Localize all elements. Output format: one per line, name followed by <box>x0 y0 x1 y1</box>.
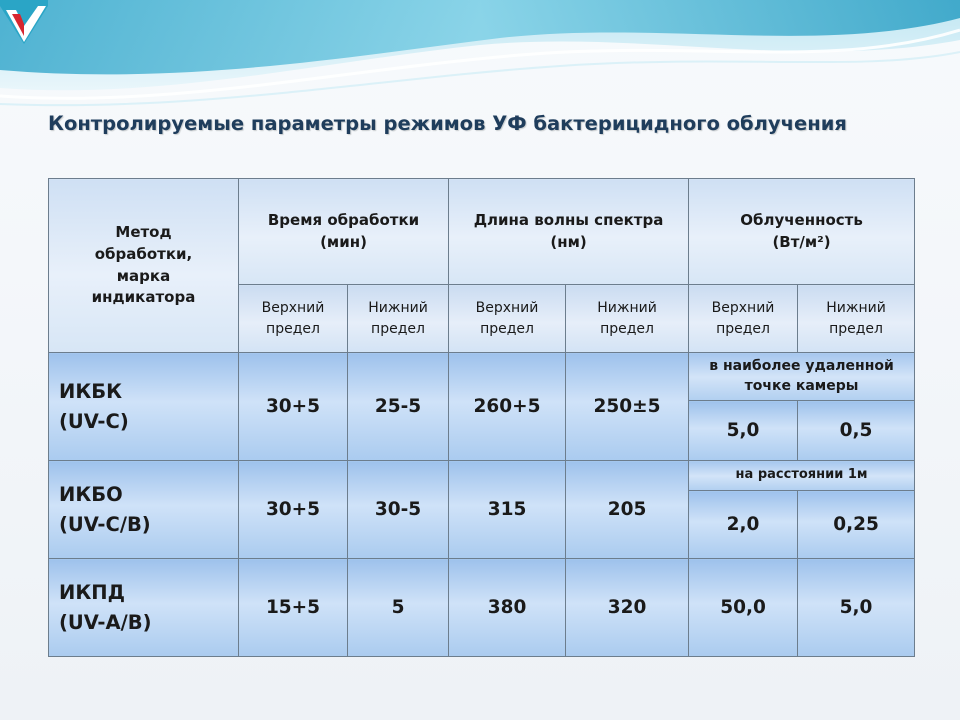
table-cell: 250±5 <box>566 353 689 461</box>
header-wavelength: Длина волны спектра (нм) <box>449 179 689 285</box>
header-time: Время обработки (мин) <box>239 179 449 285</box>
table-cell: 30+5 <box>239 353 348 461</box>
table-cell: 5,0 <box>798 559 915 657</box>
irradiance-note: на расстоянии 1м <box>689 461 915 491</box>
table-cell: 315 <box>449 461 566 559</box>
row-label-ikbk: ИКБК (UV-C) <box>49 353 239 461</box>
header-waves <box>0 0 960 120</box>
table-cell: 2,0 <box>689 491 798 559</box>
header-irradiance: Облученность (Вт/м²) <box>689 179 915 285</box>
subheader-wave-lower: Нижний предел <box>566 285 689 353</box>
irradiance-note: в наиболее удаленной точке камеры <box>689 353 915 401</box>
checkmark-logo <box>0 0 48 48</box>
table-cell: 5 <box>348 559 449 657</box>
table-cell: 0,25 <box>798 491 915 559</box>
row-label-ikbo: ИКБО (UV-C/B) <box>49 461 239 559</box>
table-cell: 205 <box>566 461 689 559</box>
subheader-wave-upper: Верхний предел <box>449 285 566 353</box>
header-method: Метод обработки, марка индикатора <box>49 179 239 353</box>
row-label-ikpd: ИКПД (UV-A/B) <box>49 559 239 657</box>
page-title: Контролируемые параметры режимов УФ бактерицидного облучения <box>48 112 847 135</box>
table-cell: 25-5 <box>348 353 449 461</box>
table-cell: 260+5 <box>449 353 566 461</box>
subheader-irr-lower: Нижний предел <box>798 285 915 353</box>
table-cell: 0,5 <box>798 401 915 461</box>
table-cell: 30-5 <box>348 461 449 559</box>
table-cell: 50,0 <box>689 559 798 657</box>
subheader-time-upper: Верхний предел <box>239 285 348 353</box>
table-cell: 15+5 <box>239 559 348 657</box>
subheader-time-lower: Нижний предел <box>348 285 449 353</box>
table-cell: 5,0 <box>689 401 798 461</box>
table-cell: 320 <box>566 559 689 657</box>
table-cell: 380 <box>449 559 566 657</box>
subheader-irr-upper: Верхний предел <box>689 285 798 353</box>
parameters-table <box>48 178 915 657</box>
table-cell: 30+5 <box>239 461 348 559</box>
